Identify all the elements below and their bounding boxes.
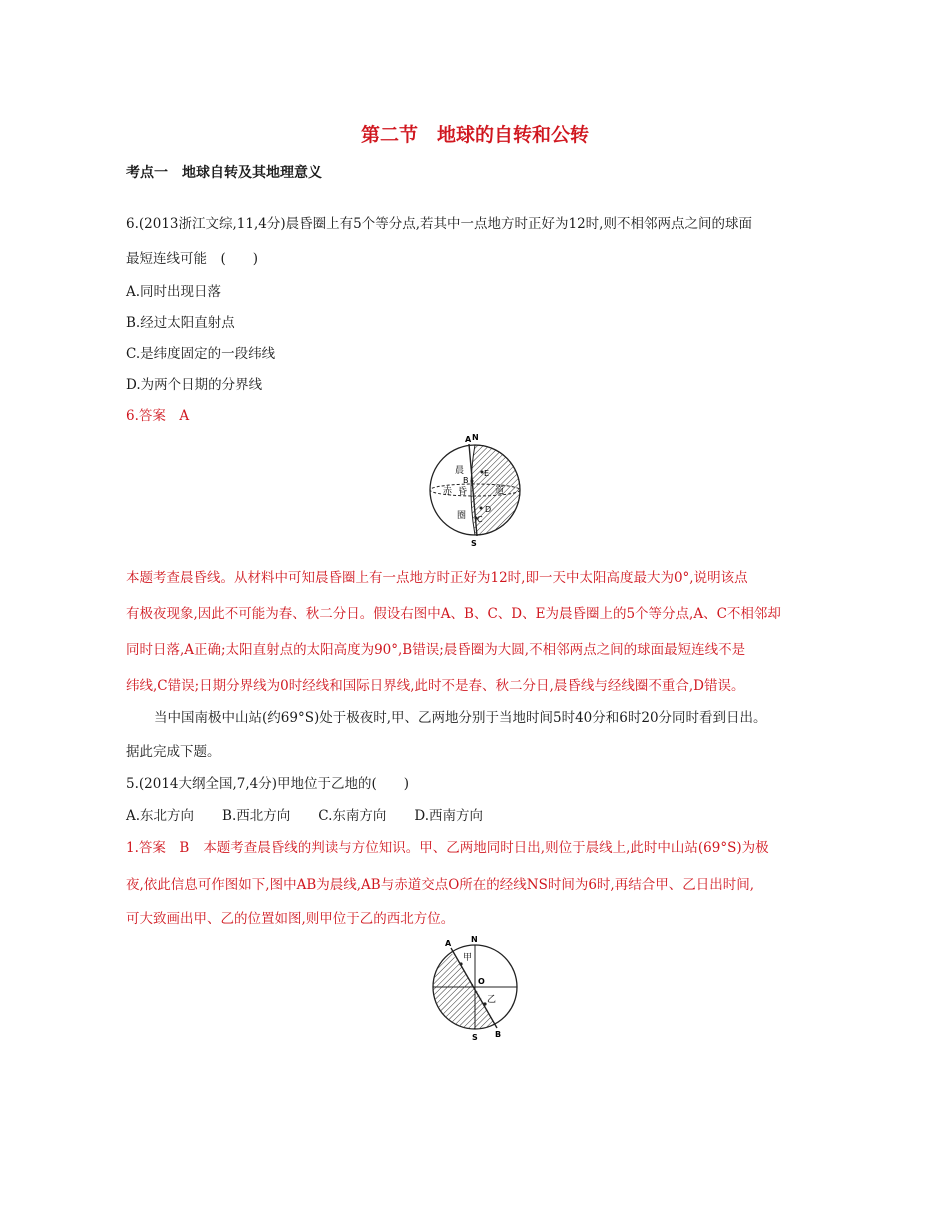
section-heading: 考点一 地球自转及其地理意义 — [126, 165, 322, 181]
q5-answer-line1 — [126, 836, 769, 856]
q5-option-b: B.西北方向 — [222, 808, 291, 824]
label-n: N — [472, 433, 479, 442]
q6-explanation-line3: 同时日落,A正确;太阳直射点的太阳高度为90°,B错误;晨昏圈为大圆,不相邻两点之间的球面最短连线不是 — [126, 642, 746, 658]
label-d: D — [485, 505, 492, 514]
label-b: B — [463, 476, 469, 485]
dawn-line-diagram — [425, 930, 530, 1045]
q5-option-a: A.东北方向 — [126, 808, 195, 824]
passage-line1: 当中国南极中山站(约69°S)处于极夜时,甲、乙两地分别于当地时间5时40分和6时20分同时看到日出。 — [154, 710, 767, 726]
q6-stem-line2: 最短连线可能 ( ) — [126, 251, 259, 267]
passage-line2: 据此完成下题。 — [126, 744, 221, 760]
label-chen: 晨 — [455, 466, 465, 476]
label-e: E — [484, 469, 490, 478]
q5-explanation-line3: 可大致画出甲、乙的位置如图,则甲位于乙的西北方位。 — [126, 911, 455, 927]
point-jia — [459, 962, 462, 965]
q5-options-row — [126, 804, 483, 824]
label-b2: B — [495, 1030, 502, 1039]
label-s2: S — [472, 1033, 478, 1042]
label-quan: 圈 — [457, 511, 467, 521]
q5-option-c: C.东南方向 — [318, 808, 387, 824]
label-hun: 昏 — [458, 487, 468, 497]
label-dao: 道 — [495, 486, 505, 496]
label-s: S — [471, 539, 477, 548]
q6-option-b: B.经过太阳直射点 — [126, 315, 235, 331]
q6-answer: 6.答案 A — [126, 408, 190, 424]
point-c — [475, 517, 478, 520]
label-chi: 赤 — [443, 487, 453, 497]
q6-option-d: D.为两个日期的分界线 — [126, 377, 263, 393]
point-d — [480, 507, 483, 510]
page-title: 第二节 地球的自转和公转 — [360, 124, 589, 146]
q5-explanation-line1: 本题考查晨昏线的判读与方位知识。甲、乙两地同时日出,则位于晨线上,此时中山站(69°S)为极 — [203, 840, 769, 856]
label-a2: A — [445, 939, 452, 948]
q6-explanation-line1: 本题考查晨昏线。从材料中可知晨昏圈上有一点地方时正好为12时,即一天中太阳高度最大为0°,说明该点 — [126, 570, 748, 586]
q5-explanation-line2: 夜,依此信息可作图如下,图中AB为晨线,AB与赤道交点O所在的经线NS时间为6时,再结合甲、乙日出时间, — [126, 877, 755, 893]
q6-explanation-line4: 纬线,C错误;日期分界线为0时经线和国际日界线,此时不是春、秋二分日,晨昏线与经线圈不重合,D错误。 — [126, 678, 745, 694]
label-a: A — [465, 435, 472, 444]
q5-stem: 5.(2014大纲全国,7,4分)甲地位于乙地的( ) — [126, 776, 410, 792]
q6-explanation-line2: 有极夜现象,因此不可能为春、秋二分日。假设右图中A、B、C、D、E为晨昏圈上的5个等分点,A、C不相邻却 — [126, 606, 781, 622]
label-o: O — [478, 977, 485, 986]
point-yi — [483, 1002, 486, 1005]
q6-stem-line1: 6.(2013浙江文综,11,4分)晨昏圈上有5个等分点,若其中一点地方时正好为12时,则不相邻两点之间的球面 — [126, 216, 752, 232]
label-n2: N — [471, 935, 478, 944]
q5-option-d: D.西南方向 — [414, 808, 484, 824]
terminator-diagram — [425, 430, 525, 550]
q5-answer-label: 1.答案 B — [126, 840, 190, 856]
point-b — [471, 480, 474, 483]
q6-option-c: C.是纬度固定的一段纬线 — [126, 346, 276, 362]
label-yi: 乙 — [487, 995, 497, 1005]
q6-option-a: A.同时出现日落 — [126, 284, 222, 300]
point-e — [481, 471, 484, 474]
label-jia: 甲 — [463, 953, 473, 963]
label-c: C — [477, 515, 483, 524]
